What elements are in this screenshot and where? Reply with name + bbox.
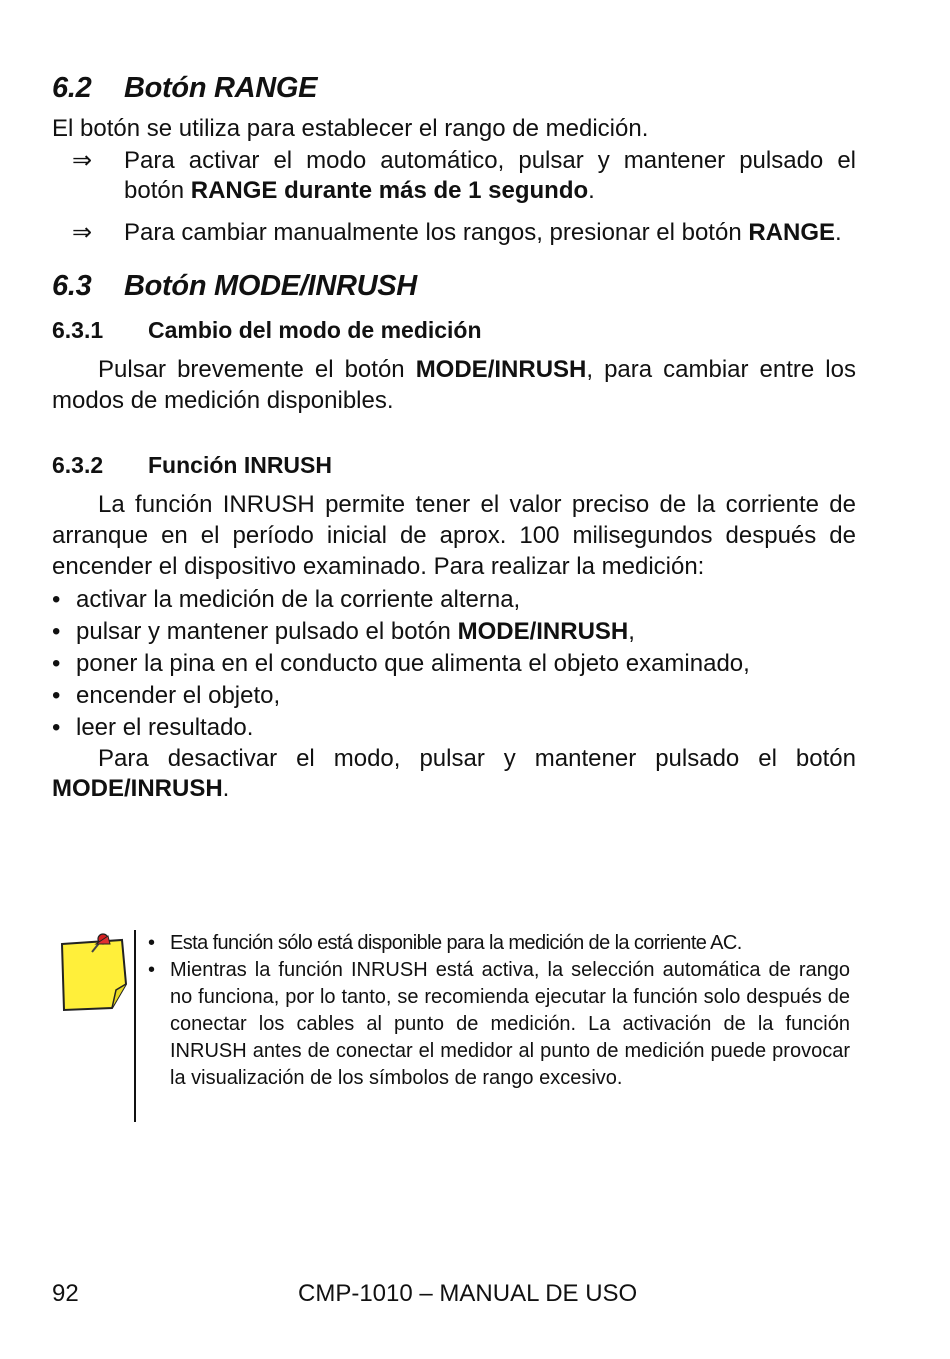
inrush-steps-list: [52, 584, 856, 744]
page-content: [52, 72, 856, 804]
footer-title: CMP-1010 – MANUAL DE USO: [298, 1280, 638, 1307]
range-intro: El botón se utiliza para establecer el rango de medición.: [52, 115, 649, 142]
list-item: • activar la medición de la corriente alterna,: [52, 586, 521, 613]
note-box: [52, 928, 852, 1122]
section-heading-6-2: 6.2 Botón RANGE: [52, 72, 318, 104]
list-item: • poner la pina en el conducto que alimenta el objeto examinado,: [52, 650, 750, 677]
inrush-intro-paragraph: La función INRUSH permite tener el valor preciso de la corriente de arranque en el período inicial de aprox. 100 milisegundos después de encender el dispositivo examinado. Para realizar la medición:: [52, 491, 856, 580]
arrow-icon: ⇒: [72, 219, 93, 246]
note-divider: [134, 930, 136, 1122]
subsection-heading-6-3-1: 6.3.1 Cambio del modo de medición: [52, 317, 482, 343]
list-item: • encender el objeto,: [52, 682, 281, 709]
list-item: • Mientras la función INRUSH está activa, la selección automática de rango no funciona, por lo tanto, se recomienda ejecutar la función solo después de conectar los cables al punto de medición. La activación de la función INRUSH antes de conectar el medidor al punto de medición puede provocar la visualización de los símbolos de rango excesivo.: [148, 959, 850, 1089]
list-item: • pulsar y mantener pulsado el botón MODE/INRUSH,: [52, 618, 635, 645]
inrush-deactivate-paragraph: Para desactivar el modo, pulsar y mantener pulsado el botón MODE/INRUSH.: [52, 745, 856, 802]
list-item: • leer el resultado.: [52, 714, 254, 741]
page-number: 92: [52, 1280, 79, 1307]
arrow-icon: ⇒: [72, 147, 93, 174]
list-item: • Esta función sólo está disponible para la medición de la corriente AC.: [148, 932, 742, 954]
range-item-manual: ⇒ Para cambiar manualmente los rangos, presionar el botón RANGE.: [52, 218, 856, 248]
range-item-auto: ⇒ Para activar el modo automático, pulsar y mantener pulsado el botón RANGE durante más de 1 segundo.: [52, 146, 856, 206]
sticky-note-pin-icon: [56, 932, 132, 1012]
subsection-heading-6-3-2: 6.3.2 Función INRUSH: [52, 452, 332, 478]
mode-change-paragraph: Pulsar brevemente el botón MODE/INRUSH, para cambiar entre los modos de medición disponibles.: [52, 356, 856, 414]
section-heading-6-3: 6.3 Botón MODE/INRUSH: [52, 270, 417, 302]
note-list: [148, 930, 850, 1092]
